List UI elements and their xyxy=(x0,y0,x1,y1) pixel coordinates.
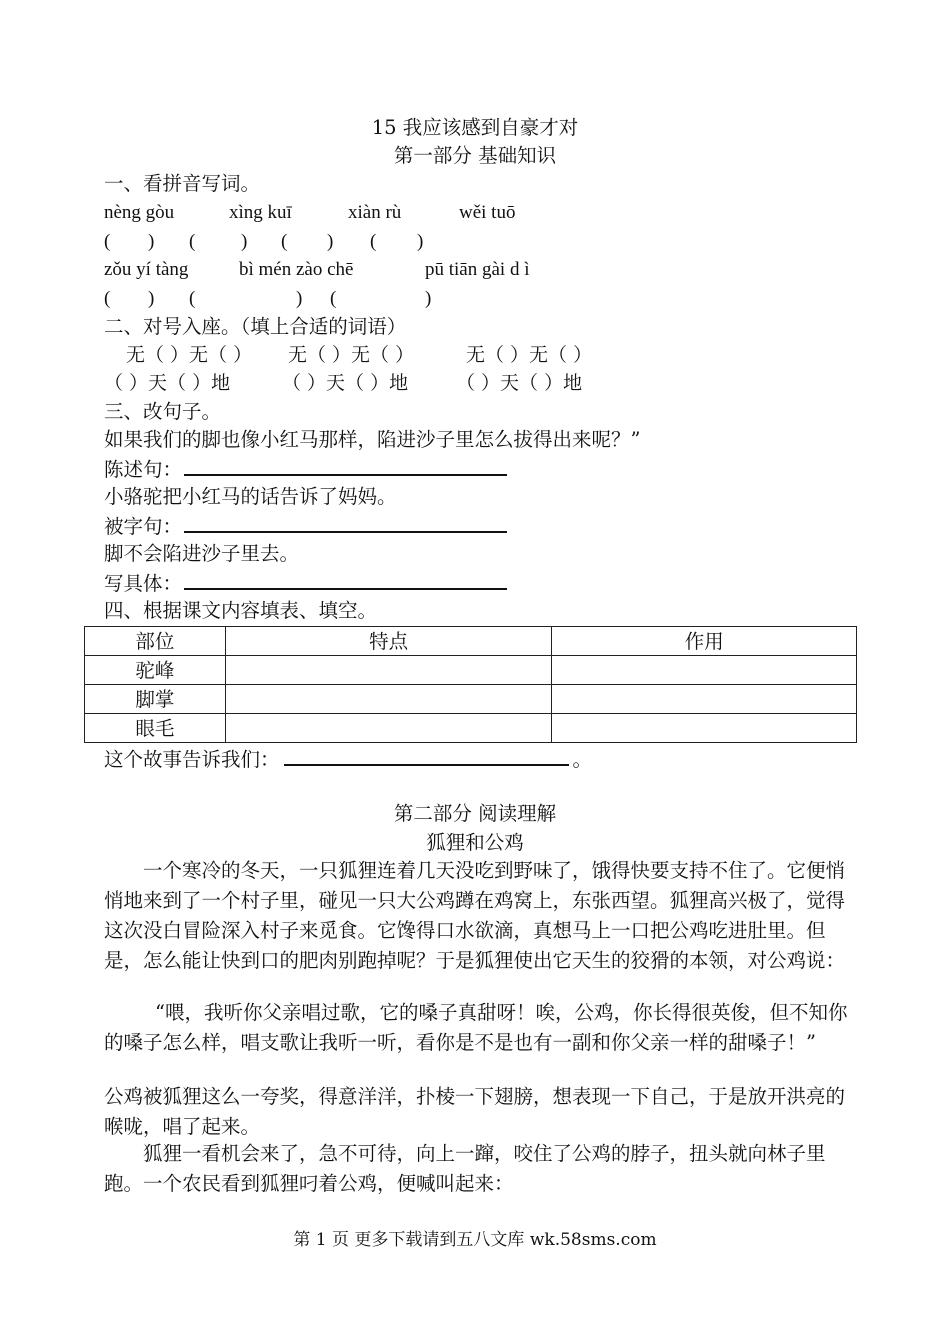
table-cell[interactable] xyxy=(552,656,857,685)
sentence-2: 小骆驼把小红马的话告诉了妈妈。 xyxy=(104,485,397,508)
table-header-row xyxy=(85,627,857,656)
story-title: 狐狸和公鸡 xyxy=(426,831,524,854)
answer-box-close: ) xyxy=(241,231,248,252)
row-label: 脚掌 xyxy=(85,685,226,714)
table-cell[interactable] xyxy=(552,685,857,714)
pinyin-6: bì mén zào chē xyxy=(239,259,354,280)
answer-blank[interactable] xyxy=(184,512,507,533)
answer-box-close: ) xyxy=(148,288,155,309)
answer-blank[interactable] xyxy=(284,745,569,766)
answer-blank[interactable] xyxy=(184,455,507,476)
table-cell[interactable] xyxy=(552,714,857,743)
pinyin-2: xìng kuī xyxy=(229,202,292,223)
pinyin-4: wěi tuō xyxy=(459,202,516,223)
answer-box-open: ( xyxy=(104,288,111,309)
idiom-blank: 无（ ）无（ ） xyxy=(466,344,593,366)
answer-line-3: 写具体： xyxy=(104,569,507,598)
q2-label: 二、对号入座。（填上合适的词语） xyxy=(104,315,407,338)
pinyin-1: nèng gòu xyxy=(104,202,175,223)
table-row xyxy=(85,714,857,743)
sentence-1: 如果我们的脚也像小红马那样，陷进沙子里怎么拔得出来呢？” xyxy=(104,428,641,451)
part2-heading: 第二部分 阅读理解 xyxy=(393,802,557,825)
table-cell[interactable] xyxy=(225,685,552,714)
idiom-blank: （ ）天（ ）地 xyxy=(104,372,231,394)
answer-box-close: ) xyxy=(425,288,432,309)
answer-box-close: ) xyxy=(148,231,155,252)
answer-line-1: 陈述句： xyxy=(104,455,507,484)
table-row xyxy=(85,685,857,714)
answer-box-open: ( xyxy=(281,231,288,252)
story-paragraph-4: 狐狸一看机会来了，急不可待，向上一蹿，咬住了公鸡的脖子，扭头就向林子里跑。一个农民看到狐狸叼着公鸡，便喊叫起来： xyxy=(104,1142,826,1195)
answer-box-close: ) xyxy=(296,288,303,309)
conclusion-line: 这个故事告诉我们： 。 xyxy=(104,745,592,774)
table-cell[interactable] xyxy=(225,656,552,685)
q1-label: 一、看拼音写词。 xyxy=(104,172,261,195)
page-title: 15 我应该感到自豪才对 xyxy=(371,116,579,139)
pinyin-3: xiàn rù xyxy=(348,202,402,223)
answer-box-open: ( xyxy=(189,288,196,309)
answer-box-open: ( xyxy=(104,231,111,252)
answer-box-open: ( xyxy=(189,231,196,252)
story-paragraph-3: 公鸡被狐狸这么一夸奖，得意洋洋，扑棱一下翅膀，想表现一下自己，于是放开洪亮的喉咙，唱了起来。 xyxy=(104,1085,846,1138)
header-function: 作用 xyxy=(552,627,857,656)
idiom-blank: 无（ ）无（ ） xyxy=(288,344,415,366)
answer-line-2: 被字句： xyxy=(104,512,507,541)
pinyin-5: zǒu yí tàng xyxy=(104,259,189,280)
row-label: 眼毛 xyxy=(85,714,226,743)
header-feature: 特点 xyxy=(225,627,552,656)
idiom-blank: （ ）天（ ）地 xyxy=(282,372,409,394)
part1-heading: 第一部分 基础知识 xyxy=(393,144,557,167)
answer-blank[interactable] xyxy=(184,569,507,590)
table-row xyxy=(85,656,857,685)
table-cell[interactable] xyxy=(225,714,552,743)
sentence-3: 脚不会陷进沙子里去。 xyxy=(104,542,300,565)
pinyin-7: pū tiān gài d ì xyxy=(425,259,530,280)
story-paragraph-2: “喂，我听你父亲唱过歌，它的嗓子真甜呀！唉，公鸡，你长得很英俊，但不知你的嗓子怎么样，唱支歌让我听一听，看你是不是也有一副和你父亲一样的甜嗓子！” xyxy=(104,1001,848,1054)
story-paragraph-1: 一个寒冷的冬天，一只狐狸连着几天没吃到野味了，饿得快要支持不住了。它便悄悄地来到了一个村子里，碰见一只大公鸡蹲在鸡窝上，东张西望。狐狸高兴极了，觉得这次没白冒险深入村子来觅食。它馋得口水欲滴，真想马上一口把公鸡吃进肚里。但是，怎么能让快到口的肥肉别跑掉呢？于是狐狸使出它天生的狡猾的本领，对公鸡说： xyxy=(104,859,846,972)
idiom-blank: （ ）天（ ）地 xyxy=(456,372,583,394)
idiom-blank: 无（ ）无（ ） xyxy=(126,344,253,366)
q3-label: 三、改句子。 xyxy=(104,400,222,423)
answer-box-open: ( xyxy=(370,231,377,252)
header-part: 部位 xyxy=(85,627,226,656)
feature-table xyxy=(84,626,857,743)
q4-label: 四、根据课文内容填表、填空。 xyxy=(104,599,378,622)
answer-box-close: ) xyxy=(417,231,424,252)
answer-box-close: ) xyxy=(327,231,334,252)
row-label: 驼峰 xyxy=(85,656,226,685)
page-footer: 第 1 页 更多下载请到五八文库 wk.58sms.com xyxy=(293,1230,657,1250)
answer-box-open: ( xyxy=(330,288,337,309)
